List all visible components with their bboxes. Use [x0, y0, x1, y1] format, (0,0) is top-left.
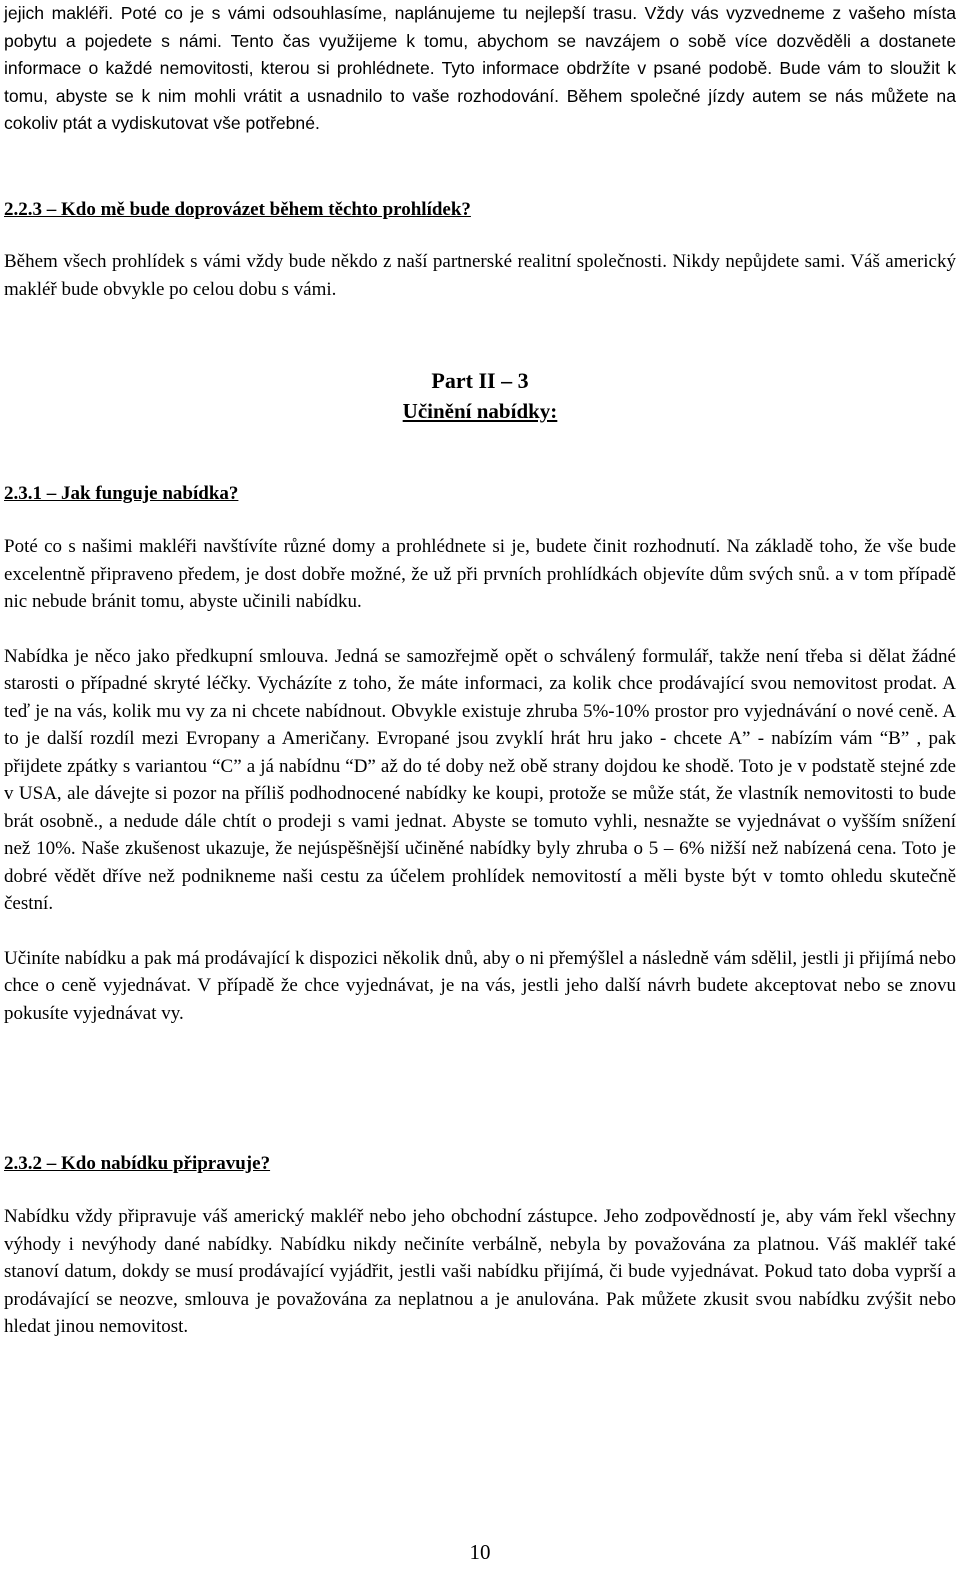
part-title: Part II – 3 — [431, 368, 529, 393]
section-heading: 2.3.1 – Jak funguje nabídka? — [4, 483, 239, 504]
section-2-2-3 — [4, 196, 956, 303]
section-paragraph: Nabídka je něco jako předkupní smlouva. Jedná se samozřejmě opět o schválený formulář, takže není třeba si dělat žádné starosti o případné skryté léčky. Vycházíte z toho, že máte informaci, za kolik chce prodávající svou nemovitost prodat. A teď je na vás, kolik mu vy za ni chcete nabídnout. Obvykle existuje zhruba 5%-10% prostor pro vyjednávání o nové ceně. A to je další rozdíl mezi Evropany a Američany. Evropané jsou zvyklí hrát hru jako - chcete A” - nabízím vám “B” , pak přijdete zpátky s variantou “C” a já nabídnu “D” až do té doby než obě strany dojdou ke shodě. Toto je v podstatě stejné zde v USA, ale dávejte si pozor na příliš podhodnocené nabídky ke koupi, protože se může stát, že vlastník nemovitosti to bude brát osobně., a nedude dále chtít o prodeji s vami jednat. Abyste se tomuto vyhli, nesnažte se vyjednávat o vyšším snížení než 10%. Naše zkušenost ukazuje, že nejúspěšnější učiněné nabídky byly zhruba o 5 – 6% nižší než nabízená cena. Toto je dobré vědět dříve než podnikneme naši cestu za účelem prohlídek nemovitostí a měli byste být v tomto ohledu skutečně čestní. — [4, 645, 956, 914]
section-paragraph: Během všech prohlídek s vámi vždy bude někdo z naší partnerské realitní společnosti. Nikdy nepůjdete sami. Váš americký makléř bude obvykle po celou dobu s vámi. — [4, 251, 956, 300]
section-paragraph: Nabídku vždy připravuje váš americký makléř nebo jeho obchodní zástupce. Jeho zodpovědností je, aby vám řekl všechny výhody i nevýhody dané nabídky. Nabídku nikdy nečiníte verbálně, nebyla by považována za platnou. Váš makléř také stanoví datum, dokdy se musí prodávající vyjádřit, jestli vaši nabídku přijímá, či bude vyjednávat. Pokud tato doba vyprší a prodávající se neozve, smlouva je považována za neplatnou a je anulována. Pak můžete zkusit svou nabídku zvýšit nebo hledat jinou nemovitost. — [4, 1206, 956, 1337]
section-paragraph: Učiníte nabídku a pak má prodávající k dispozici několik dnů, aby o ni přemýšlel a následně vám sdělil, jestli ji přijímá nebo chce o ceně vyjednávat. V případě že chce vyjednávat, je na vás, jestli jeho další návrh budete akceptovat nebo se znovu pokusíte vyjednávat vy. — [4, 947, 956, 1024]
section-paragraph: Poté co s našimi makléři navštívíte různé domy a prohlédnete si je, budete činit rozhodnutí. Na základě toho, že vše bude excelentně připraveno předem, je dost dobře možné, že už při prvních prohlídkách objevíte dům svých snů. a v tom případě nic nebude bránit tomu, abyste učinili nabídku. — [4, 536, 956, 612]
part-heading-block — [4, 366, 956, 426]
section-2-3-2 — [4, 1150, 956, 1341]
section-2-3-1 — [4, 480, 956, 1027]
part-subtitle: Učinění nabídky: — [402, 399, 558, 423]
section-heading: 2.2.3 – Kdo mě bude doprovázet během těchto prohlídek? — [4, 199, 471, 220]
section-heading: 2.3.2 – Kdo nabídku připravuje? — [4, 1153, 271, 1174]
page-number: 10 — [469, 1540, 491, 1564]
intro-paragraph-block — [4, 0, 956, 138]
intro-paragraph: jejich makléři. Poté co je s vámi odsouhlasíme, naplánujeme tu nejlepší trasu. Vždy vás vyzvedneme z vašeho místa pobytu a pojedete s námi. Tento čas využijeme k tomu, abychom se navzájem o sobě více dozvěděli a dostanete informace o každé nemovitosti, kterou si prohlédnete. Tyto informace obdržíte v psané podobě. Bude vám to sloužit k tomu, abyste se k nim mohli vrátit a usnadnilo to vaše rozhodování. Během společné jízdy autem se nás můžete na cokoliv ptát a vydiskutovat vše potřebné. — [4, 3, 956, 133]
